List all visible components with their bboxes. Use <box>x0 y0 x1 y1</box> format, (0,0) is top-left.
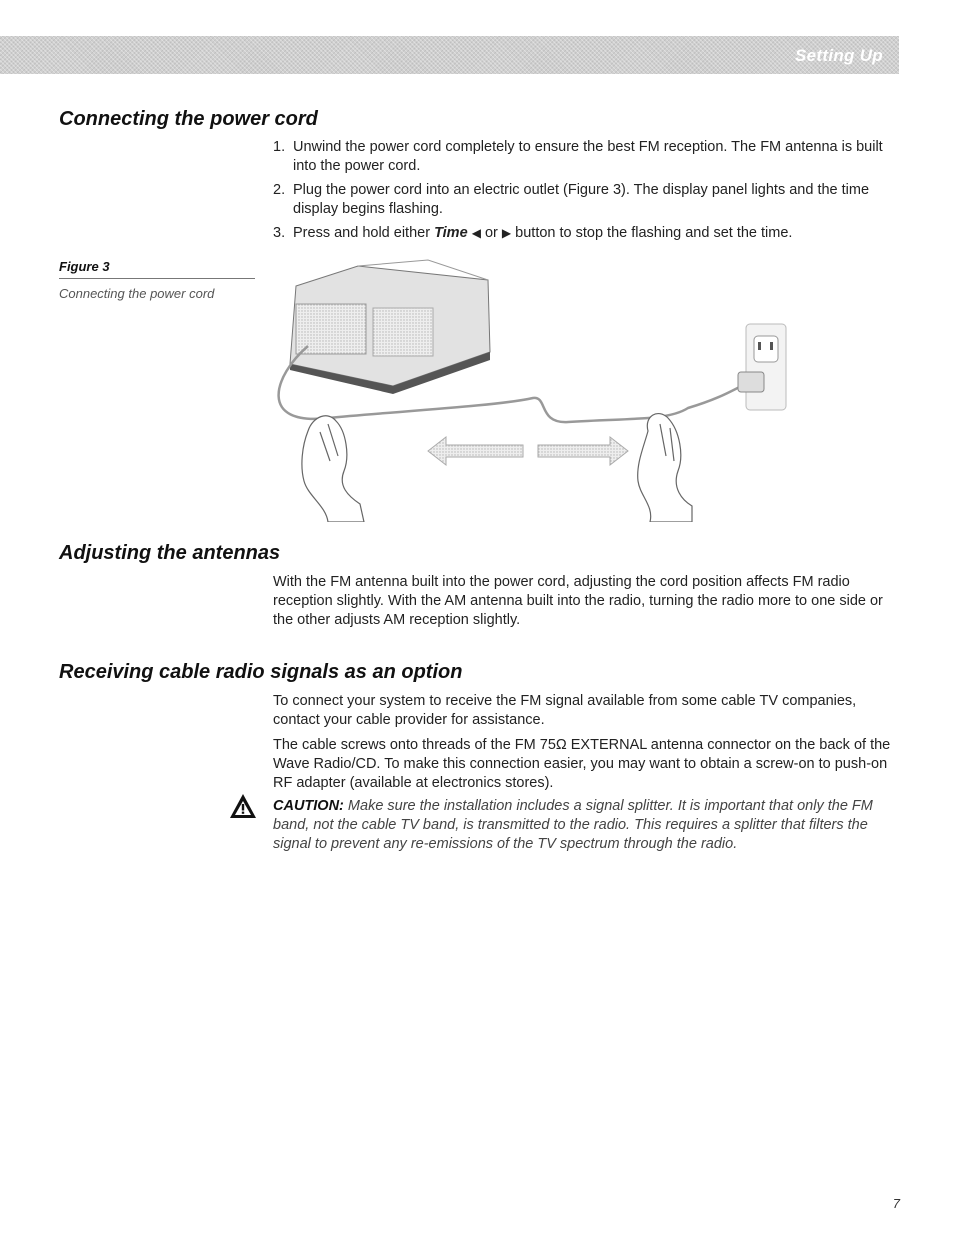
left-triangle-icon: ◀ <box>471 226 481 240</box>
right-triangle-icon: ▶ <box>501 226 512 240</box>
step-number: 3. <box>273 225 286 241</box>
power-cord-steps <box>273 138 903 248</box>
cable-paragraph-2: The cable screws onto threads of the FM 75Ω EXTERNAL antenna connector on the back of the Wave Radio/CD. To make this connection easier, you may want to obtain a screw-on to push-on RF adapter (available at electronics stores). <box>273 737 891 791</box>
cable-paragraph-1: To connect your system to receive the FM signal available from some cable TV companies, contact your cable provider for assistance. <box>273 693 857 728</box>
step-1 <box>273 138 903 176</box>
step-text-after: button to stop the flashing and set the time. <box>515 225 793 241</box>
page-number: 7 <box>892 1196 900 1211</box>
step-number: 1. <box>273 139 286 155</box>
step-2 <box>273 181 903 219</box>
warning-triangle-icon <box>229 793 257 819</box>
caution-note <box>273 797 903 854</box>
figure-caption: Connecting the power cord <box>59 286 215 301</box>
power-cord-illustration <box>268 256 798 522</box>
section-header-band <box>0 36 899 74</box>
heading-adjusting-antennas: Adjusting the antennas <box>59 542 281 564</box>
step-3 <box>273 224 903 243</box>
step-number: 2. <box>273 182 286 198</box>
hands-holding-cord <box>302 414 692 522</box>
step-text: Plug the power cord into an electric outlet (Figure 3). The display panel lights and the time display begins flashing. <box>293 182 870 217</box>
heading-connecting-power-cord: Connecting the power cord <box>59 108 318 130</box>
cable-body <box>273 692 903 799</box>
step-text-before: Press and hold either <box>293 225 431 241</box>
wall-outlet <box>738 324 786 410</box>
radio-unit <box>290 260 490 394</box>
or-word: or <box>484 225 498 241</box>
antennas-body: With the FM antenna built into the power cord, adjusting the cord position affects FM radio reception slightly. With the AM antenna built into the radio, turning the radio more to one side or the other adjusts AM reception slightly. <box>273 574 883 628</box>
time-button-label: Time <box>434 225 468 241</box>
step-text: Unwind the power cord completely to ensure the best FM reception. The FM antenna is built into the power cord. <box>293 139 883 174</box>
figure-label: Figure 3 <box>59 259 255 279</box>
caution-lead: CAUTION: <box>273 798 344 814</box>
section-header-title: Setting Up <box>795 46 883 65</box>
heading-cable-radio: Receiving cable radio signals as an option <box>59 661 463 683</box>
caution-text: Make sure the installation includes a signal splitter. It is important that only the FM band, not the cable TV band, is transmitted to the radio. This requires a splitter that filters the signal to prevent any re-emissions of the TV spectrum through the radio. <box>273 798 873 852</box>
